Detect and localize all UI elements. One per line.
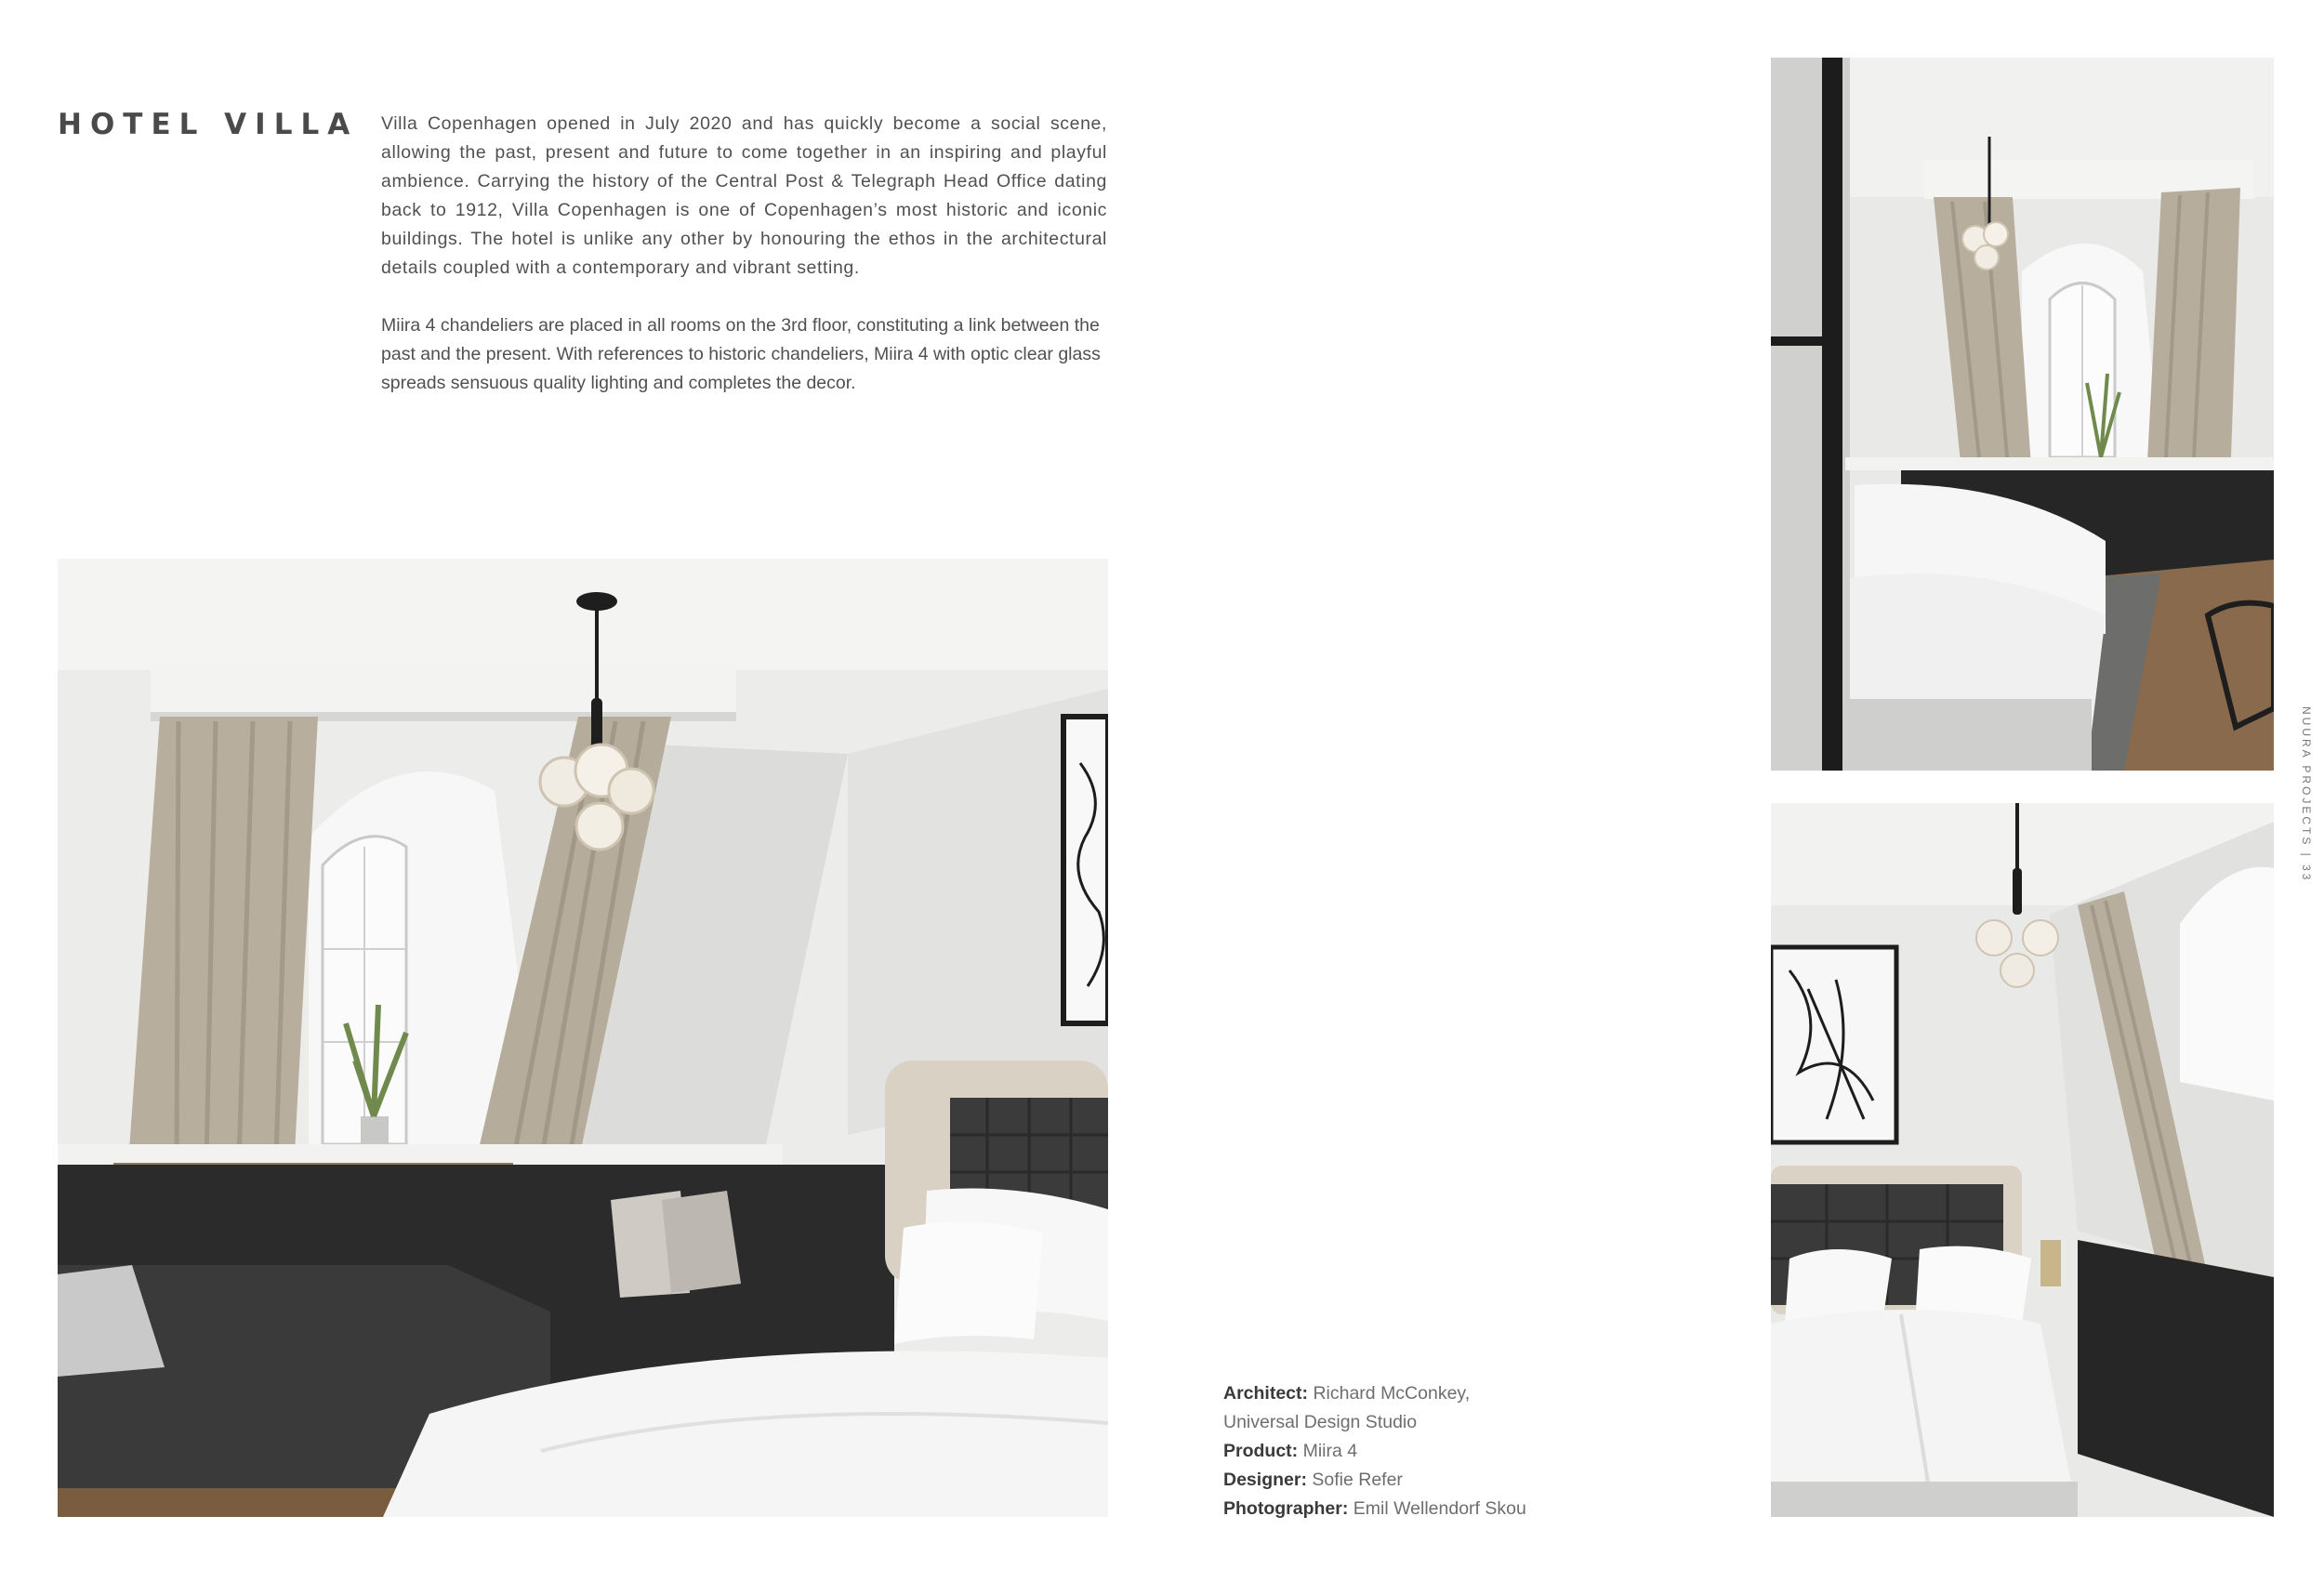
- credit-photographer: [1223, 1495, 1595, 1523]
- credit-label: Architect:: [1223, 1383, 1309, 1404]
- intro-paragraph: Villa Copenhagen opened in July 2020 and has quickly become a social scene, allowing the past, present and future to come together in an inspiring and playful ambience. Carrying the history of the Central Post & Telegraph Head Office dating back to 1912, Villa Copenhagen is one of Copenhagen’s most historic and iconic buildings. The hotel is unlike any other by honouring the ethos in the architectural details coupled with a contemporary and vibrant setting.: [381, 113, 1107, 278]
- credit-label: Designer:: [1223, 1470, 1307, 1490]
- credit-value: Miira 4: [1302, 1441, 1358, 1461]
- page-number-tab: NUURA PROJECTS | 33: [2300, 706, 2313, 883]
- credit-value: Emil Wellendorf Skou: [1353, 1498, 1526, 1519]
- page-title: HOTEL VILLA: [58, 108, 359, 141]
- credit-architect: [1223, 1379, 1595, 1408]
- room-illustration: [1771, 58, 2274, 771]
- credit-product: [1223, 1437, 1595, 1466]
- room-illustration: [1771, 803, 2274, 1517]
- credit-value: Sofie Refer: [1312, 1470, 1403, 1490]
- hotel-room-top-photo: [1771, 58, 2274, 771]
- credit-value: Richard McConkey,: [1313, 1383, 1471, 1404]
- credit-architect-studio: [1223, 1408, 1595, 1437]
- credit-designer: [1223, 1466, 1595, 1495]
- project-credits: [1223, 1379, 1595, 1523]
- intro-text: [381, 110, 1107, 427]
- room-illustration: [58, 559, 1108, 1517]
- credit-value: Universal Design Studio: [1223, 1412, 1418, 1432]
- hotel-room-bottom-photo: [1771, 803, 2274, 1517]
- credit-label: Product:: [1223, 1441, 1299, 1461]
- credit-label: Photographer:: [1223, 1498, 1349, 1519]
- intro-paragraph: Miira 4 chandeliers are placed in all rooms on the 3rd floor, constituting a link between the past and the present. With references to historic chandeliers, Miira 4 with optic clear glass spreads sensuous quality lighting and completes the decor.: [381, 315, 1101, 393]
- hotel-room-main-photo: [58, 559, 1108, 1517]
